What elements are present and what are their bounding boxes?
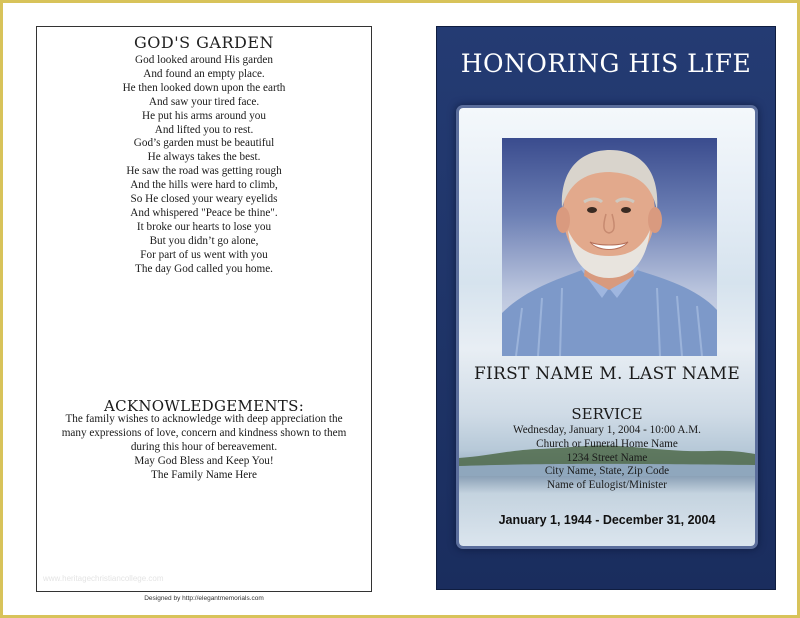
poem-line: And found an empty place.	[143, 67, 265, 80]
poem-line: And whispered "Peace be thine".	[130, 206, 278, 219]
ack-line: The family wishes to acknowledge with deep appreciation the	[65, 413, 343, 425]
service-line: City Name, State, Zip Code	[544, 465, 670, 478]
ack-line: during this hour of bereavement.	[130, 440, 278, 453]
acknowledgements-title: ACKNOWLEDGEMENTS:	[103, 397, 305, 415]
poem-line: He put his arms around you	[142, 109, 266, 122]
ack-line: The Family Name Here	[151, 468, 257, 481]
poem-line: He saw the road was getting rough	[126, 165, 282, 178]
poem-text	[37, 54, 371, 277]
watermark: www.heritagechristiancollege.com	[43, 574, 164, 583]
poem-line: He always takes the best.	[147, 151, 261, 164]
inside-panel	[36, 26, 372, 592]
service-title: SERVICE	[571, 405, 643, 423]
service-line: Name of Eulogist/Minister	[547, 479, 667, 492]
poem-line: So He closed your weary eyelids	[130, 193, 278, 206]
service-line: Wednesday, January 1, 2004 - 10:00 A.M.	[513, 424, 701, 436]
portrait-photo	[502, 138, 717, 356]
portrait-illustration	[502, 138, 717, 356]
designer-credit: Designed by http://elegantmemorials.com	[144, 595, 264, 602]
cover-title: HONORING HIS LIFE	[460, 49, 752, 78]
deceased-name: FIRST NAME M. LAST NAME	[473, 364, 741, 384]
poem-line: And the hills were hard to climb,	[130, 179, 278, 192]
service-line: Church or Funeral Home Name	[536, 437, 678, 450]
poem-line: And saw your tired face.	[148, 95, 260, 108]
life-dates: January 1, 1944 - December 31, 2004	[498, 513, 716, 527]
poem-line: God looked around His garden	[135, 54, 273, 66]
ack-line: many expressions of love, concern and kindness shown to them	[61, 426, 347, 439]
poem-line: For part of us went with you	[140, 248, 268, 261]
service-line: 1234 Street Name	[566, 451, 648, 464]
poem-line: He then looked down upon the earth	[122, 81, 286, 94]
poem-line: And lifted you to rest.	[154, 123, 254, 136]
poem-title: GOD'S GARDEN	[133, 33, 275, 52]
cover-panel	[436, 26, 776, 590]
ack-line: May God Bless and Keep You!	[134, 454, 274, 467]
acknowledgements-text	[47, 413, 361, 483]
service-details	[459, 424, 755, 493]
poem-line: God’s garden must be beautiful	[133, 137, 275, 150]
poem-line: The day God called you home.	[135, 262, 273, 275]
cover-sky-background	[459, 108, 755, 546]
poem-line: But you didn’t go alone,	[149, 234, 259, 247]
poem-line: It broke our hearts to lose you	[136, 220, 272, 233]
